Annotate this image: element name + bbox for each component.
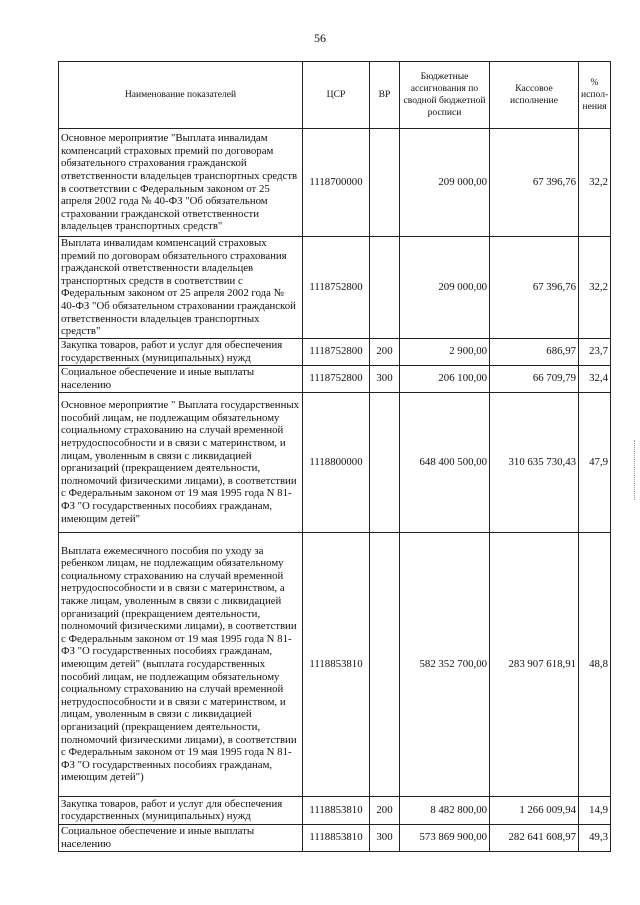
table-row	[59, 796, 611, 824]
row-vr	[370, 129, 400, 237]
row-name: Выплата инвалидам компенсаций страховых премий по договорам обязательного страхования гражданской ответственности владельцев транспортных средств в соответствии с Федеральным законом от 25 апреля 2002 года № 40-ФЗ "Об обязательном страховании гражданской ответственности владельцев транспортных средств"	[59, 237, 303, 339]
row-budget: 582 352 700,00	[400, 532, 490, 796]
table-row	[59, 392, 611, 532]
header-name: Наименование показателей	[59, 62, 303, 129]
header-percent: % испол-нения	[579, 62, 611, 129]
row-percent: 47,9	[579, 392, 611, 532]
row-percent: 23,7	[579, 338, 611, 365]
row-csr: 1118853810	[303, 824, 370, 851]
row-csr: 1118800000	[303, 392, 370, 532]
row-name: Закупка товаров, работ и услуг для обеспечения государственных (муниципальных) нужд	[59, 338, 303, 365]
row-cash: 283 907 618,91	[490, 532, 579, 796]
row-name: Социальное обеспечение и иные выплаты населению	[59, 824, 303, 851]
budget-execution-table	[58, 61, 611, 852]
row-name: Выплата ежемесячного пособия по уходу за ребенком лицам, не подлежащим обязательному социальному страхованию на случай временной нетрудоспособности и в связи с материнством, а также лицам, уволенным в связи с ликвидацией организаций (прекращением деятельности, полномочий физическими лицами), в соответствии с Федеральным законом от 19 мая 1995 года N 81-ФЗ "О государственных пособиях гражданам, имеющим детей" (выплата государственных пособий лицам, не подлежащим обязательному социальному страхованию на случай временной нетрудоспособности и в связи с материнством, и лицам, уволенным в связи с ликвидацией организаций (прекращением деятельности, полномочий физическими лицами), в соответствии с Федеральным законом от 19 мая 1995 года N 81-ФЗ "О государственных пособиях гражданам, имеющим детей")	[59, 532, 303, 796]
row-vr	[370, 532, 400, 796]
row-vr: 200	[370, 338, 400, 365]
row-cash: 1 266 009,94	[490, 796, 579, 824]
table-row	[59, 365, 611, 392]
row-csr: 1118752800	[303, 365, 370, 392]
row-name: Основное мероприятие "Выплата инвалидам компенсаций страховых премий по договорам обязательного страхования гражданской ответственности владельцев транспортных средств в соответствии с Федеральным законом от 25 апреля 2002 года № 40-ФЗ "Об обязательном страховании гражданской ответственности владельцев транспортных средств"	[59, 129, 303, 237]
row-vr	[370, 392, 400, 532]
header-cash: Кассовое исполнение	[490, 62, 579, 129]
row-vr	[370, 237, 400, 339]
row-percent: 32,2	[579, 129, 611, 237]
row-cash: 67 396,76	[490, 237, 579, 339]
table-row	[59, 338, 611, 365]
row-name: Закупка товаров, работ и услуг для обеспечения государственных (муниципальных) нужд	[59, 796, 303, 824]
row-cash: 686,97	[490, 338, 579, 365]
page-number: 56	[314, 31, 326, 45]
row-budget: 206 100,00	[400, 365, 490, 392]
table-header-row	[59, 62, 611, 129]
header-csr: ЦСР	[303, 62, 370, 129]
header-vr: ВР	[370, 62, 400, 129]
row-percent: 48,8	[579, 532, 611, 796]
row-cash: 66 709,79	[490, 365, 579, 392]
row-vr: 300	[370, 824, 400, 851]
row-budget: 573 869 900,00	[400, 824, 490, 851]
row-csr: 1118752800	[303, 338, 370, 365]
row-csr: 1118752800	[303, 237, 370, 339]
table-row	[59, 824, 611, 851]
scan-edge-mark	[634, 440, 638, 500]
row-budget: 209 000,00	[400, 237, 490, 339]
row-percent: 32,4	[579, 365, 611, 392]
row-csr: 1118853810	[303, 796, 370, 824]
row-name: Основное мероприятие " Выплата государственных пособий лицам, не подлежащим обязательному социальному страхованию на случай временной нетрудоспособности и в связи с материнством, и лицам, уволенным в связи с ликвидацией организаций (прекращением деятельности, полномочий физическими лицами), в соответствии с Федеральным законом от 19 мая 1995 года N 81-ФЗ "О государственных пособиях гражданам, имеющим детей"	[59, 392, 303, 532]
row-percent: 14,9	[579, 796, 611, 824]
row-percent: 32,2	[579, 237, 611, 339]
row-budget: 8 482 800,00	[400, 796, 490, 824]
table-row	[59, 532, 611, 796]
table-row	[59, 237, 611, 339]
row-csr: 1118853810	[303, 532, 370, 796]
header-budget: Бюджетные ассигнования по сводной бюджетной росписи	[400, 62, 490, 129]
row-cash: 282 641 608,97	[490, 824, 579, 851]
row-csr: 1118700000	[303, 129, 370, 237]
row-percent: 49,3	[579, 824, 611, 851]
row-name: Социальное обеспечение и иные выплаты населению	[59, 365, 303, 392]
row-budget: 2 900,00	[400, 338, 490, 365]
row-budget: 209 000,00	[400, 129, 490, 237]
row-budget: 648 400 500,00	[400, 392, 490, 532]
table-row	[59, 129, 611, 237]
row-vr: 200	[370, 796, 400, 824]
row-cash: 310 635 730,43	[490, 392, 579, 532]
row-cash: 67 396,76	[490, 129, 579, 237]
row-vr: 300	[370, 365, 400, 392]
